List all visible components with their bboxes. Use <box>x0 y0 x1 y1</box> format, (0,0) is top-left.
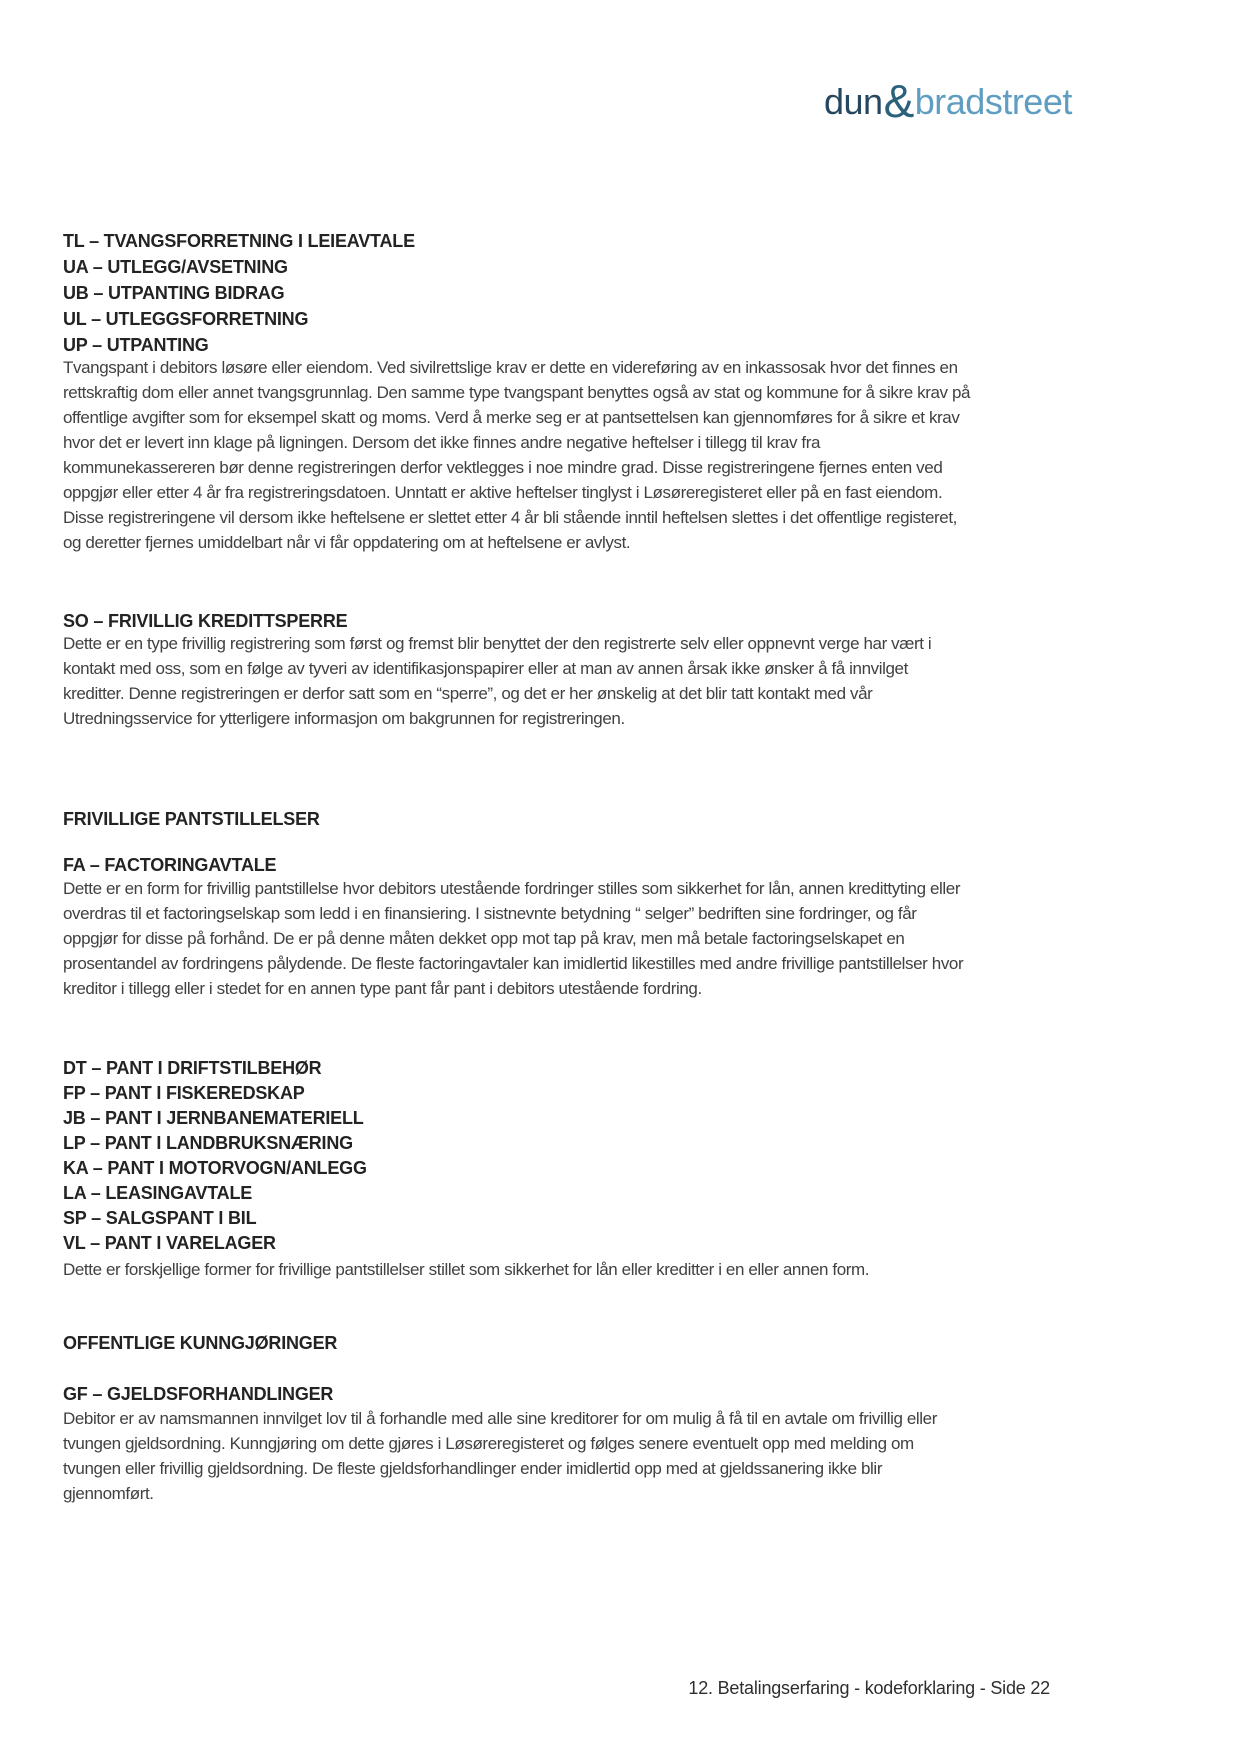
logo-text-dun: dun <box>824 81 883 122</box>
section-heading-frivillige-pantstillelser: FRIVILLIGE PANTSTILLELSER <box>63 809 320 829</box>
code-list-tvangsforretninger <box>63 228 971 358</box>
code-heading: FP – PANT I FISKEREDSKAP <box>63 1083 305 1103</box>
code-list-pantstillelser <box>63 1056 971 1256</box>
code-heading: UP – UTPANTING <box>63 335 209 355</box>
code-heading: VL – PANT I VARELAGER <box>63 1233 276 1253</box>
code-heading: KA – PANT I MOTORVOGN/ANLEGG <box>63 1158 367 1178</box>
code-heading: UL – UTLEGGSFORRETNING <box>63 309 309 329</box>
code-heading: TL – TVANGSFORRETNING I LEIEAVTALE <box>63 231 415 251</box>
page-footer: 12. Betalingserfaring - kodeforklaring - Side 22 <box>688 1678 1050 1698</box>
heading-gf-gjeldsforhandlinger <box>63 1381 971 1407</box>
code-heading: FA – FACTORINGAVTALE <box>63 855 277 875</box>
dun-bradstreet-logo <box>824 76 1072 132</box>
logo-text-bradstreet: bradstreet <box>914 81 1072 122</box>
heading-fa-factoringavtale <box>63 852 971 878</box>
code-heading: GF – GJELDSFORHANDLINGER <box>63 1384 334 1404</box>
code-heading: SO – FRIVILLIG KREDITTSPERRE <box>63 611 348 631</box>
code-heading: UA – UTLEGG/AVSETNING <box>63 257 288 277</box>
code-heading: UB – UTPANTING BIDRAG <box>63 283 285 303</box>
code-heading: DT – PANT I DRIFTSTILBEHØR <box>63 1058 322 1078</box>
paragraph-gjeldsforhandlinger: Debitor er av namsmannen innvilget lov til å forhandle med alle sine kreditorer for om mulig å få til en avtale om frivillig eller tvungen gjeldsordning. Kunngjøring om dette gjøres i Løsøreregisteret og følges senere eventuelt opp med melding om tvungen eller frivillig gjeldsordning. De fleste gjeldsforhandlinger ender imidlertid opp med at gjeldssanering ikke blir gjennomført. <box>63 1409 937 1503</box>
logo-ampersand-icon: & <box>883 75 914 127</box>
code-heading: SP – SALGSPANT I BIL <box>63 1208 257 1228</box>
section-heading-offentlige-kunngjoringer: OFFENTLIGE KUNNGJØRINGER <box>63 1333 338 1353</box>
code-heading: LA – LEASINGAVTALE <box>63 1183 253 1203</box>
paragraph-tvangspant: Tvangspant i debitors løsøre eller eiendom. Ved sivilrettslige krav er dette en videreføring av en inkassosak hvor det finnes en rettskraftig dom eller annet tvangsgrunnlag. Den samme type tvangspant benyttes også av stat og kommune for å sikre krav på offentlige avgifter som for eksempel skatt og moms. Verd å merke seg er at pantsettelsen kan gjennomføres for å sikre et krav hvor det er levert inn klage på ligningen. Dersom det ikke finnes andre negative heftelser i tillegg til krav fra kommunekassereren bør denne registreringen derfor vektlegges i noe mindre grad. Disse registreringene fjernes enten ved oppgjør eller etter 4 år fra registreringsdatoen. Unntatt er aktive heftelser tinglyst i Løsøreregisteret eller på en fast eiendom. Disse registreringene vil dersom ikke heftelsene er slettet etter 4 år bli stående inntil heftelsen slettes i det offentlige registeret, og deretter fjernes umiddelbart når vi får oppdatering om at heftelsene er avlyst. <box>63 358 971 552</box>
code-heading: JB – PANT I JERNBANEMATERIELL <box>63 1108 364 1128</box>
code-heading: LP – PANT I LANDBRUKSNÆRING <box>63 1133 353 1153</box>
paragraph-pantstillelser: Dette er forskjellige former for frivillige pantstillelser stillet som sikkerhet for lån eller kreditter i en eller annen form. <box>63 1260 870 1279</box>
paragraph-factoringavtale: Dette er en form for frivillig pantstillelse hvor debitors utestående fordringer stilles som sikkerhet for lån, annen kredittyting eller overdras til et factoringselskap som ledd i en finansiering. I sistnevnte betydning “ selger” bedriften sine fordringer, og får oppgjør for disse på forhånd. De er på denne måten dekket opp mot tap på krav, men må betale factoringselskapet en prosentandel av fordringens pålydende. De fleste factoringavtaler kan imidlertid likestilles med andre frivillige pantstillelser hvor kreditor i tillegg eller i stedet for en annen type pant får pant i debitors utestående fordring. <box>63 879 964 998</box>
paragraph-kredittsperre: Dette er en type frivillig registrering som først og fremst blir benyttet der den registrerte selv eller oppnevnt verge har vært i kontakt med oss, som en følge av tyveri av identifikasjonspapirer eller at man av annen årsak ikke ønsker å få innvilget kreditter. Denne registreringen er derfor satt som en “sperre”, og det er her ønskelig at det blir tatt kontakt med vår Utredningsservice for ytterligere informasjon om bakgrunnen for registreringen. <box>63 634 932 728</box>
